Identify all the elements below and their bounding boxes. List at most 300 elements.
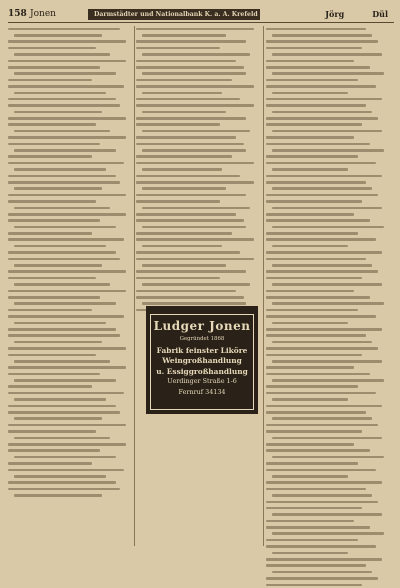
directory-entry: [136, 250, 260, 256]
entry-text-line: [142, 207, 250, 210]
entry-text-line: [14, 130, 110, 133]
directory-entry: [8, 109, 132, 115]
entry-text-line: [142, 34, 226, 37]
directory-entry: [8, 409, 132, 415]
entry-text-line: [8, 315, 124, 318]
directory-entry: [8, 45, 132, 51]
entry-text-line: [136, 200, 220, 203]
entry-text-line: [8, 424, 126, 427]
entry-text-line: [8, 334, 120, 337]
directory-entry: [266, 71, 390, 77]
directory-entry: [266, 84, 390, 90]
entry-text-line: [8, 155, 92, 158]
entry-text-line: [14, 302, 116, 305]
entry-text-line: [272, 360, 382, 363]
directory-entry: [8, 71, 132, 77]
entry-text-line: [266, 354, 362, 357]
entry-text-line: [136, 85, 254, 88]
ad-address: Uerdinger Straße 1-6: [167, 377, 237, 386]
entry-text-line: [8, 405, 116, 408]
entry-text-line: [266, 123, 362, 126]
directory-entry: [8, 467, 132, 473]
entry-text-line: [272, 92, 348, 95]
entry-text-line: [8, 385, 92, 388]
directory-entry: [8, 473, 132, 479]
directory-entry: [8, 96, 132, 102]
entry-text-line: [266, 309, 358, 312]
directory-entry: [8, 192, 132, 198]
directory-entry: [266, 32, 390, 38]
ad-phone: Fernruf 34134: [178, 387, 226, 396]
directory-entry: [8, 243, 132, 249]
entry-text-line: [266, 334, 366, 337]
directory-entry: [8, 429, 132, 435]
entry-text-line: [142, 245, 222, 248]
entry-text-line: [266, 194, 378, 197]
directory-entry: [266, 52, 390, 58]
directory-entry: [8, 352, 132, 358]
directory-entry: [266, 269, 390, 275]
entry-text-line: [272, 149, 384, 152]
directory-entry: [8, 422, 132, 428]
directory-entry: [136, 294, 260, 300]
directory-entry: [266, 39, 390, 45]
entry-text-line: [8, 366, 126, 369]
directory-entry: [266, 531, 390, 537]
advertisement-frame: [150, 314, 254, 410]
directory-entry: [8, 461, 132, 467]
entry-text-line: [8, 219, 100, 222]
directory-entry: [266, 333, 390, 339]
directory-entry: [266, 90, 390, 96]
entry-text-line: [266, 328, 382, 331]
entry-text-line: [14, 226, 116, 229]
bank-banner: Darmstädter und Nationalbank K. a. A. Krefeld: [88, 9, 260, 20]
entry-text-line: [14, 341, 102, 344]
directory-entry: [266, 275, 390, 281]
entry-text-line: [136, 251, 240, 254]
entry-text-line: [272, 72, 384, 75]
entry-text-line: [272, 379, 384, 382]
entry-text-line: [14, 475, 106, 478]
entry-text-line: [272, 283, 382, 286]
directory-entry: [266, 96, 390, 102]
directory-entry: [266, 493, 390, 499]
entry-text-line: [266, 564, 366, 567]
entry-text-line: [8, 296, 100, 299]
entry-text-line: [272, 552, 348, 555]
directory-entry: [266, 147, 390, 153]
directory-entry: [266, 537, 390, 543]
directory-entry: [8, 365, 132, 371]
entry-text-line: [266, 315, 376, 318]
directory-entry: [266, 109, 390, 115]
directory-entry: [8, 454, 132, 460]
entry-text-line: [266, 539, 358, 542]
entry-text-line: [266, 258, 366, 261]
directory-entry: [8, 128, 132, 134]
entry-text-line: [8, 47, 96, 50]
directory-entry: [266, 512, 390, 518]
directory-entry: [266, 160, 390, 166]
entry-text-line: [266, 251, 382, 254]
entry-text-line: [136, 296, 244, 299]
entry-text-line: [8, 175, 116, 178]
entry-text-line: [8, 462, 92, 465]
entry-text-line: [272, 341, 372, 344]
directory-entry: [136, 52, 260, 58]
advertisement-box: [146, 306, 258, 414]
directory-entry: [136, 90, 260, 96]
entry-text-line: [136, 66, 244, 69]
directory-entry: [136, 275, 260, 281]
directory-entry: [266, 473, 390, 479]
directory-entry: [266, 167, 390, 173]
directory-entry: [266, 365, 390, 371]
entry-text-line: [142, 168, 222, 171]
directory-entry: [8, 346, 132, 352]
entry-text-line: [266, 501, 378, 504]
entry-text-line: [266, 392, 376, 395]
directory-entry: [8, 115, 132, 121]
directory-entry: [8, 435, 132, 441]
entry-text-line: [142, 226, 246, 229]
directory-entry: [266, 186, 390, 192]
entry-text-line: [136, 194, 246, 197]
entry-text-line: [14, 264, 102, 267]
running-head-code: Dül: [372, 9, 388, 19]
entry-text-line: [14, 34, 102, 37]
directory-entry: [136, 211, 260, 217]
directory-entry: [266, 441, 390, 447]
directory-entry: [266, 346, 390, 352]
entry-text-line: [272, 456, 384, 459]
directory-entry: [8, 320, 132, 326]
directory-entry: [136, 186, 260, 192]
entry-text-line: [14, 72, 116, 75]
entry-text-line: [266, 449, 370, 452]
entry-text-line: [272, 187, 372, 190]
directory-entry: [266, 224, 390, 230]
entry-text-line: [14, 283, 110, 286]
directory-entry: [8, 314, 132, 320]
ad-company-name: Ludger Jonen: [153, 319, 251, 333]
directory-entry: [266, 237, 390, 243]
directory-entry: [266, 467, 390, 473]
directory-entry: [8, 493, 132, 499]
directory-entry: [266, 288, 390, 294]
entry-text-line: [136, 258, 254, 261]
directory-entry: [8, 250, 132, 256]
column-2: [136, 26, 260, 314]
entry-text-line: [266, 520, 354, 523]
entry-text-line: [8, 251, 116, 254]
directory-entry: [266, 173, 390, 179]
entry-text-line: [136, 104, 254, 107]
entry-text-line: [8, 232, 92, 235]
directory-entry: [266, 576, 390, 582]
directory-entry: [8, 90, 132, 96]
entry-text-line: [272, 322, 348, 325]
directory-entry: [8, 403, 132, 409]
directory-entry: [266, 243, 390, 249]
directory-entry: [136, 205, 260, 211]
directory-entry: [8, 211, 132, 217]
entry-text-line: [266, 430, 362, 433]
directory-entry: [8, 371, 132, 377]
directory-entry: [136, 39, 260, 45]
entry-text-line: [8, 309, 92, 312]
directory-entry: [266, 282, 390, 288]
directory-entry: [266, 205, 390, 211]
entry-text-line: [8, 411, 120, 414]
ad-line-3: u. Essiggroßhandlung: [156, 366, 248, 376]
directory-entry: [8, 486, 132, 492]
directory-entry: [8, 147, 132, 153]
directory-entry: [266, 499, 390, 505]
directory-entry: [266, 45, 390, 51]
entry-text-line: [8, 270, 126, 273]
entry-text-line: [266, 232, 358, 235]
directory-entry: [136, 262, 260, 268]
column-1: [8, 26, 132, 499]
entry-text-line: [142, 92, 222, 95]
directory-entry: [8, 262, 132, 268]
directory-entry: [136, 77, 260, 83]
directory-entry: [136, 26, 260, 32]
entry-text-line: [272, 111, 372, 114]
directory-entry: [136, 45, 260, 51]
directory-entry: [136, 71, 260, 77]
entry-text-line: [8, 28, 120, 31]
directory-entry: [266, 154, 390, 160]
directory-entry: [8, 301, 132, 307]
directory-entry: [136, 288, 260, 294]
directory-entry: [266, 77, 390, 83]
directory-entry: [8, 218, 132, 224]
directory-entry: [266, 384, 390, 390]
entry-text-line: [8, 200, 96, 203]
entry-text-line: [266, 405, 382, 408]
entry-text-line: [142, 283, 250, 286]
directory-entry: [266, 26, 390, 32]
directory-entry: [8, 199, 132, 205]
entry-text-line: [136, 290, 236, 293]
entry-text-line: [136, 40, 246, 43]
directory-entry: [266, 505, 390, 511]
entry-text-line: [142, 111, 226, 114]
entry-text-line: [136, 232, 232, 235]
directory-entry: [266, 307, 390, 313]
entry-text-line: [266, 270, 378, 273]
directory-entry: [266, 524, 390, 530]
entry-text-line: [142, 130, 250, 133]
entry-text-line: [272, 513, 382, 516]
directory-entry: [8, 231, 132, 237]
entry-text-line: [266, 219, 370, 222]
entry-text-line: [14, 187, 102, 190]
directory-entry: [266, 352, 390, 358]
directory-entry: [266, 326, 390, 332]
directory-entry: [136, 173, 260, 179]
directory-entry: [266, 550, 390, 556]
ad-line-2: Weingroßhandlung: [162, 356, 242, 366]
directory-entry: [8, 154, 132, 160]
directory-entry: [266, 301, 390, 307]
directory-page: [8, 6, 394, 552]
entry-text-line: [14, 245, 106, 248]
directory-entry: [136, 160, 260, 166]
entry-text-line: [136, 181, 254, 184]
directory-entry: [266, 115, 390, 121]
entry-text-line: [136, 98, 240, 101]
entry-text-line: [8, 328, 116, 331]
directory-entry: [8, 103, 132, 109]
directory-entry: [136, 231, 260, 237]
entry-text-line: [8, 277, 96, 280]
entry-text-line: [266, 162, 376, 165]
directory-entry: [136, 237, 260, 243]
directory-entry: [136, 179, 260, 185]
entry-text-line: [136, 175, 240, 178]
entry-text-line: [272, 571, 372, 574]
directory-entry: [266, 358, 390, 364]
directory-entry: [8, 269, 132, 275]
column-divider: [263, 26, 264, 546]
entry-text-line: [266, 385, 358, 388]
directory-entry: [136, 199, 260, 205]
entry-text-line: [266, 469, 376, 472]
directory-entry: [136, 256, 260, 262]
directory-entry: [136, 269, 260, 275]
entry-text-line: [266, 481, 382, 484]
column-divider: [134, 26, 135, 546]
entry-text-line: [8, 79, 92, 82]
directory-entry: [8, 160, 132, 166]
entry-text-line: [142, 72, 246, 75]
directory-entry: [136, 96, 260, 102]
entry-text-line: [266, 98, 382, 101]
entry-text-line: [266, 424, 378, 427]
directory-entry: [136, 128, 260, 134]
page-header: [8, 6, 394, 23]
entry-text-line: [136, 155, 232, 158]
directory-entry: [8, 288, 132, 294]
entry-text-line: [136, 162, 254, 165]
entry-text-line: [14, 149, 116, 152]
entry-text-line: [266, 238, 376, 241]
directory-entry: [136, 84, 260, 90]
directory-entry: [8, 205, 132, 211]
directory-entry: [8, 256, 132, 262]
entry-text-line: [142, 149, 246, 152]
directory-entry: [266, 135, 390, 141]
entry-text-line: [272, 437, 382, 440]
directory-entry: [8, 135, 132, 141]
directory-entry: [136, 135, 260, 141]
directory-entry: [266, 435, 390, 441]
directory-entry: [266, 64, 390, 70]
entry-text-line: [14, 168, 106, 171]
entry-text-line: [266, 296, 370, 299]
entry-text-line: [8, 162, 124, 165]
directory-entry: [8, 275, 132, 281]
directory-entry: [136, 115, 260, 121]
entry-text-line: [8, 469, 124, 472]
directory-entry: [8, 32, 132, 38]
entry-text-line: [8, 373, 100, 376]
entry-text-line: [272, 168, 348, 171]
entry-text-line: [266, 47, 362, 50]
directory-entry: [266, 231, 390, 237]
entry-text-line: [266, 155, 358, 158]
entry-text-line: [136, 238, 254, 241]
entry-text-line: [8, 488, 120, 491]
directory-entry: [8, 173, 132, 179]
entry-text-line: [136, 117, 246, 120]
entry-text-line: [266, 277, 362, 280]
entry-text-line: [266, 213, 354, 216]
entry-text-line: [266, 443, 354, 446]
directory-entry: [136, 224, 260, 230]
directory-entry: [266, 218, 390, 224]
directory-entry: [8, 358, 132, 364]
entry-text-line: [266, 577, 378, 580]
entry-text-line: [272, 245, 348, 248]
entry-text-line: [136, 277, 220, 280]
directory-entry: [8, 339, 132, 345]
entry-text-line: [136, 60, 236, 63]
directory-entry: [266, 294, 390, 300]
directory-entry: [266, 448, 390, 454]
entry-text-line: [266, 200, 362, 203]
directory-entry: [266, 256, 390, 262]
directory-entry: [266, 339, 390, 345]
entry-text-line: [142, 264, 226, 267]
directory-entry: [266, 429, 390, 435]
directory-entry: [136, 32, 260, 38]
directory-entry: [8, 179, 132, 185]
entry-text-line: [266, 347, 378, 350]
entry-text-line: [266, 411, 366, 414]
entry-text-line: [136, 79, 232, 82]
entry-text-line: [8, 481, 116, 484]
entry-text-line: [266, 136, 354, 139]
directory-entry: [266, 211, 390, 217]
directory-entry: [266, 480, 390, 486]
directory-entry: [8, 282, 132, 288]
entry-text-line: [14, 92, 106, 95]
directory-entry: [266, 314, 390, 320]
directory-entry: [8, 58, 132, 64]
entry-text-line: [272, 302, 384, 305]
directory-entry: [266, 179, 390, 185]
directory-entry: [136, 64, 260, 70]
entry-text-line: [266, 40, 378, 43]
entry-text-line: [136, 270, 246, 273]
entry-text-line: [136, 47, 220, 50]
directory-entry: [8, 326, 132, 332]
directory-entry: [136, 141, 260, 147]
entry-text-line: [136, 28, 254, 31]
entry-text-line: [8, 181, 120, 184]
entry-text-line: [272, 130, 382, 133]
entry-text-line: [14, 417, 102, 420]
entry-text-line: [266, 366, 354, 369]
entry-text-line: [8, 60, 126, 63]
entry-text-line: [8, 443, 126, 446]
entry-text-line: [8, 98, 116, 101]
